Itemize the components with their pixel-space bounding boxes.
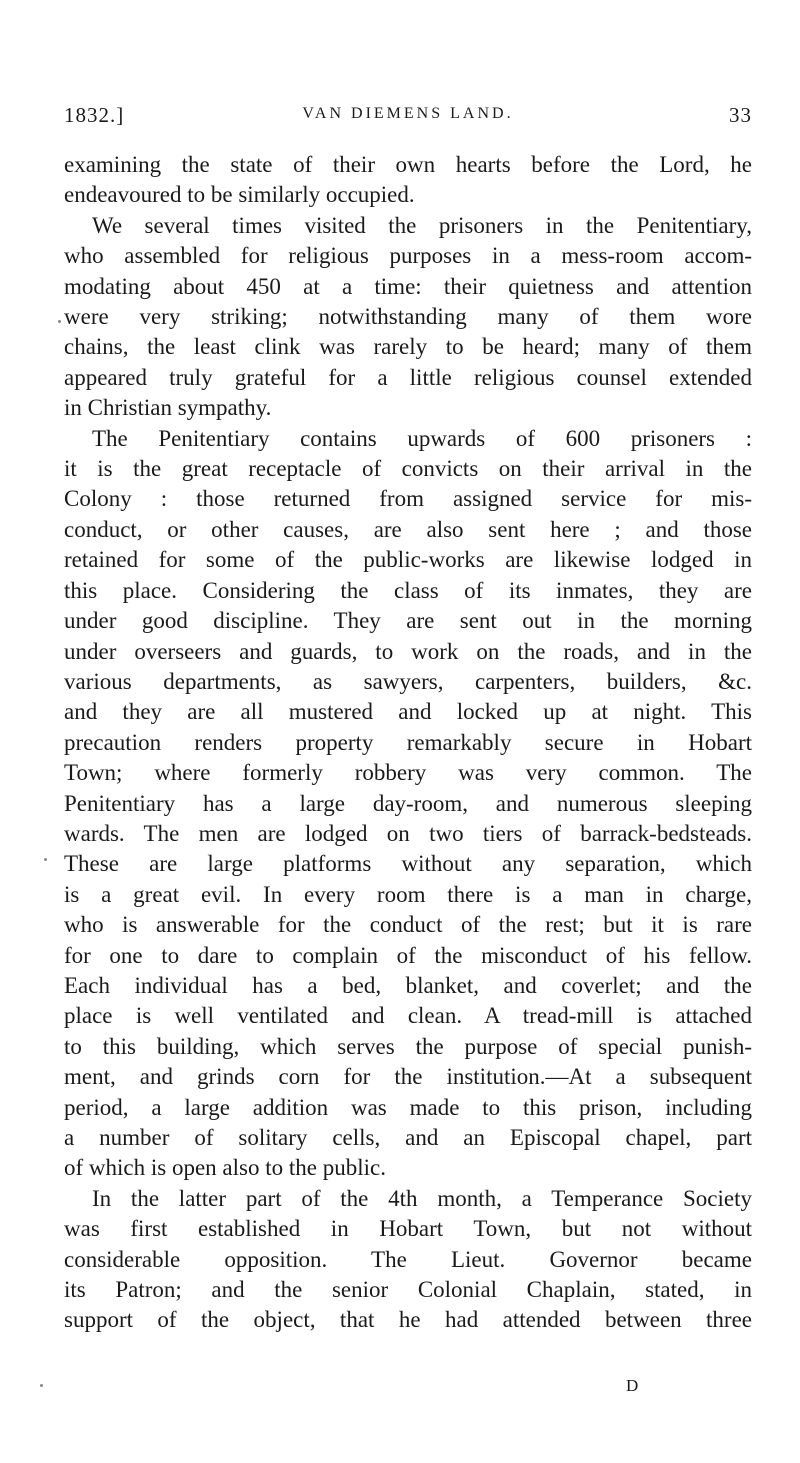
text-line: who is answerable for the conduct of the rest; but it is rare xyxy=(64,912,752,938)
text-line: under overseers and guards, to work on the roads, and in the xyxy=(64,638,752,664)
text-line: Town; where formerly robbery was very common. The xyxy=(64,760,752,786)
text-line: was first established in Hobart Town, but not without xyxy=(64,1216,752,1242)
text-line: considerable opposition. The Lieut. Governor became xyxy=(64,1246,752,1272)
text-line: appeared truly grateful for a little religious counsel extended xyxy=(64,364,752,390)
text-line: chains, the least clink was rarely to be heard; many of them xyxy=(64,334,752,360)
text-line: modating about 450 at a time: their quietness and attention xyxy=(64,273,752,299)
text-line xyxy=(64,1184,752,1214)
text-line: of which is open also to the public. xyxy=(64,1155,386,1181)
text-line: support of the object, that he had attended between three xyxy=(64,1307,752,1333)
text-line-content: In the latter part of the 4th month, a Temperance Society xyxy=(92,1185,752,1211)
text-line: precaution renders property remarkably secure in Hobart xyxy=(64,729,752,755)
text-line: endeavoured to be similarly occupied. xyxy=(64,182,415,208)
text-line: place is well ventilated and clean. A tread-mill is attached xyxy=(64,1003,752,1029)
text-line: in Christian sympathy. xyxy=(64,395,272,421)
text-line xyxy=(64,424,752,454)
text-line: wards. The men are lodged on two tiers of barrack-bedsteads. xyxy=(64,820,752,846)
body-text xyxy=(64,150,752,1336)
text-line: it is the great receptacle of convicts on their arrival in the xyxy=(64,456,752,482)
text-line: is a great evil. In every room there is a man in charge, xyxy=(64,881,752,907)
text-line: for one to dare to complain of the misconduct of his fellow. xyxy=(64,942,752,968)
text-line: this place. Considering the class of its inmates, they are xyxy=(64,577,752,603)
text-line: were very striking; notwithstanding many of them wore xyxy=(64,304,752,330)
text-line: examining the state of their own hearts before the Lord, he xyxy=(64,152,752,177)
signature-mark: D xyxy=(626,1376,639,1395)
text-line-content: We several times visited the prisoners in the Penitentiary, xyxy=(92,212,752,238)
text-line: to this building, which serves the purpose of special punish- xyxy=(64,1033,752,1059)
text-line: a number of solitary cells, and an Episcopal chapel, part xyxy=(64,1125,752,1150)
text-line: Penitentiary has a large day-room, and numerous sleeping xyxy=(64,790,752,816)
text-line: Each individual has a bed, blanket, and coverlet; and the xyxy=(64,972,752,998)
text-line: its Patron; and the senior Colonial Chaplain, stated, in xyxy=(64,1277,752,1303)
text-line: Colony : those returned from assigned service for mis- xyxy=(64,486,752,512)
text-line: conduct, or other causes, are also sent here ; and those xyxy=(64,516,752,542)
ink-speck xyxy=(40,1384,43,1387)
text-line: retained for some of the public-works are likewise lodged in xyxy=(64,547,752,573)
text-line: who assembled for religious purposes in a mess-room accom- xyxy=(64,243,752,269)
text-line: ment, and grinds corn for the institution.—At a subsequent xyxy=(64,1064,752,1090)
header-year: 1832.] xyxy=(64,103,125,127)
ink-speck xyxy=(58,320,61,323)
text-line: various departments, as sawyers, carpenters, builders, &c. xyxy=(64,668,752,694)
ink-speck xyxy=(44,858,47,861)
text-line: These are large platforms without any separation, which xyxy=(64,851,752,877)
header-title: VAN DIEMENS LAND. xyxy=(302,105,514,122)
text-line: under good discipline. They are sent out in the morning xyxy=(64,608,752,634)
text-line-content: The Penitentiary contains upwards of 600 prisoners : xyxy=(92,425,752,451)
text-line: and they are all mustered and locked up at night. This xyxy=(64,699,752,725)
running-head xyxy=(64,103,752,133)
text-line: period, a large addition was made to this prison, including xyxy=(64,1094,752,1120)
page-number: 33 xyxy=(729,103,752,127)
text-line xyxy=(64,211,752,241)
